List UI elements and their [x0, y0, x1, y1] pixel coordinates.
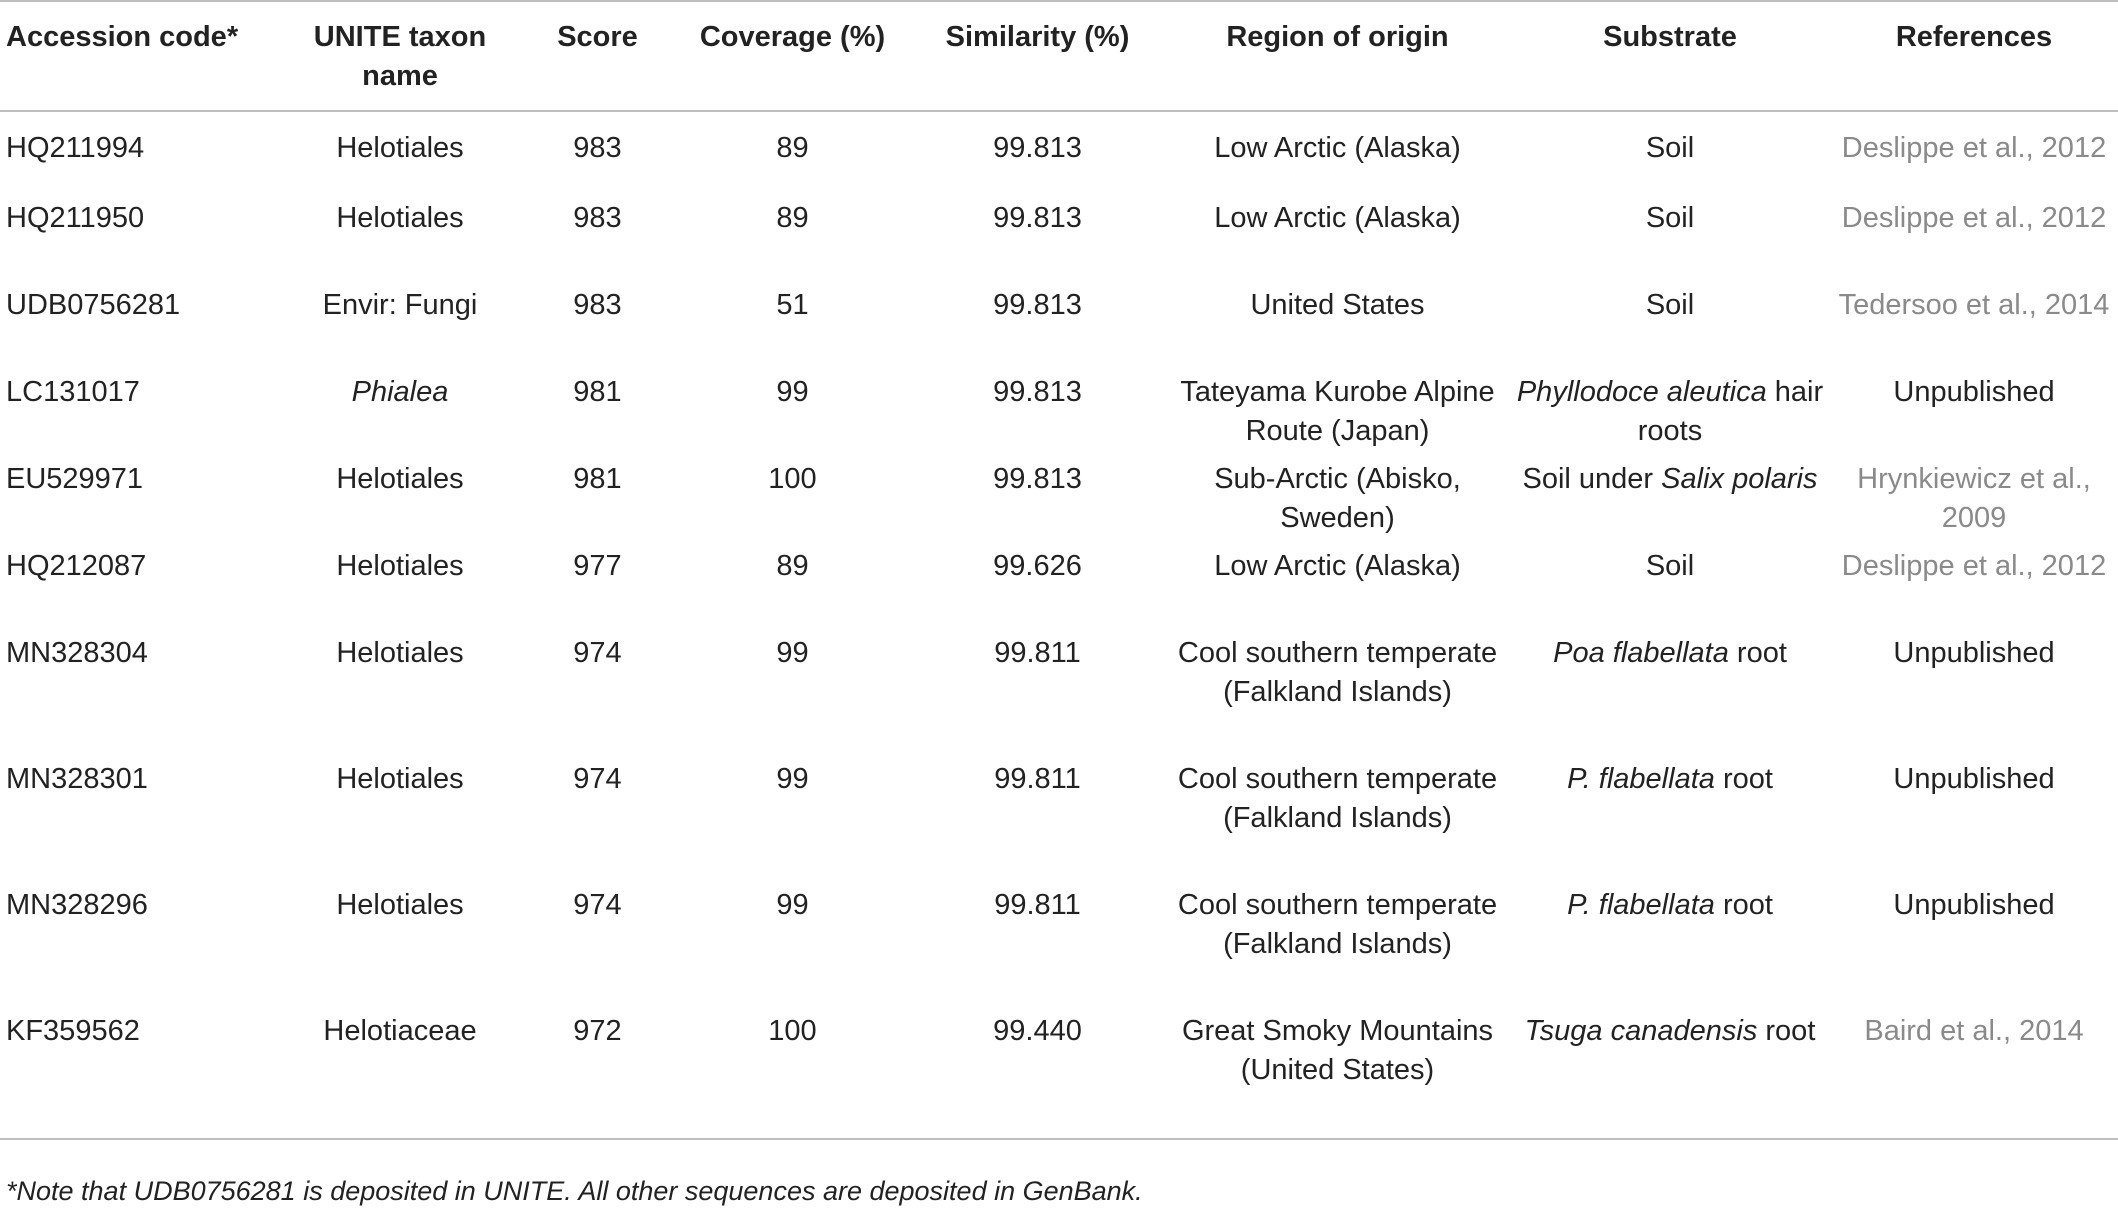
region-cell: Sub-Arctic (Abisko, Sweden)	[1214, 463, 1461, 534]
substrate-text: Soil	[1645, 132, 1695, 164]
substrate-cell	[1510, 460, 1830, 547]
coverage-cell: 99	[776, 763, 809, 795]
coverage-cell: 89	[776, 550, 809, 582]
coverage-cell: 100	[768, 1015, 817, 1047]
score-cell: 981	[573, 376, 622, 408]
substrate-cell	[1510, 199, 1830, 286]
score-cell: 983	[573, 132, 622, 164]
header-taxon: UNITE taxon name	[313, 21, 487, 92]
substrate-text: Soil	[1645, 202, 1695, 234]
substrate-species: Salix polaris	[1661, 463, 1818, 495]
accession-cell: HQ212087	[6, 550, 147, 582]
reference-link[interactable]: Baird et al., 2014	[1864, 1015, 2084, 1047]
substrate-text: root	[1757, 1015, 1816, 1047]
table-row	[0, 886, 2118, 1012]
reference-link[interactable]: Hrynkiewicz et al., 2009	[1857, 463, 2091, 534]
header-coverage: Coverage (%)	[699, 21, 886, 53]
score-cell: 974	[573, 637, 622, 669]
substrate-cell	[1510, 634, 1830, 760]
substrate-species: P. flabellata	[1567, 763, 1715, 795]
reference-cell: Unpublished	[1893, 889, 2055, 921]
table-row	[0, 286, 2118, 373]
substrate-species: P. flabellata	[1567, 889, 1715, 921]
coverage-cell: 89	[776, 132, 809, 164]
similarity-cell: 99.813	[993, 202, 1082, 234]
table-row	[0, 1012, 2118, 1139]
header-similarity: Similarity (%)	[945, 21, 1130, 53]
reference-cell: Unpublished	[1893, 763, 2055, 795]
accession-cell: UDB0756281	[6, 289, 181, 321]
reference-cell: Unpublished	[1893, 637, 2055, 669]
similarity-cell: 99.813	[993, 376, 1082, 408]
accession-cell: HQ211994	[6, 132, 145, 164]
similarity-cell: 99.811	[994, 889, 1081, 921]
taxon-cell: Helotiales	[336, 550, 464, 582]
table-row	[0, 460, 2118, 547]
substrate-text: Soil under	[1522, 463, 1662, 495]
region-cell: Low Arctic (Alaska)	[1214, 202, 1461, 234]
header-row	[0, 1, 2118, 111]
coverage-cell: 99	[776, 637, 809, 669]
coverage-cell: 99	[776, 889, 809, 921]
accession-cell: MN328301	[6, 763, 148, 795]
substrate-text: root	[1728, 637, 1787, 669]
accession-cell: MN328296	[6, 889, 148, 921]
accession-cell: EU529971	[6, 463, 144, 495]
table-row	[0, 199, 2118, 286]
region-cell: Cool southern temperate (Falkland Islands)	[1177, 889, 1498, 960]
coverage-cell: 89	[776, 202, 809, 234]
similarity-cell: 99.440	[993, 1015, 1082, 1047]
score-cell: 974	[573, 763, 622, 795]
table-row	[0, 760, 2118, 886]
reference-cell: Unpublished	[1893, 376, 2055, 408]
reference-link[interactable]: Deslippe et al., 2012	[1841, 550, 2107, 582]
coverage-cell: 100	[768, 463, 817, 495]
score-cell: 983	[573, 289, 622, 321]
score-cell: 972	[573, 1015, 622, 1047]
substrate-cell	[1510, 111, 1830, 199]
table-row	[0, 634, 2118, 760]
region-cell: Tateyama Kurobe Alpine Route (Japan)	[1180, 376, 1495, 447]
reference-link[interactable]: Deslippe et al., 2012	[1841, 202, 2107, 234]
substrate-text: hair roots	[1637, 376, 1824, 447]
substrate-species: Phyllodoce aleutica	[1516, 376, 1767, 408]
taxon-cell: Helotiales	[336, 463, 464, 495]
region-cell: Cool southern temperate (Falkland Islands)	[1177, 763, 1498, 834]
region-cell: Cool southern temperate (Falkland Islands)	[1177, 637, 1498, 708]
score-cell: 981	[573, 463, 622, 495]
score-cell: 977	[573, 550, 622, 582]
taxon-cell: Helotiales	[336, 763, 464, 795]
region-cell: Great Smoky Mountains (United States)	[1181, 1015, 1494, 1086]
substrate-cell	[1510, 886, 1830, 1012]
similarity-cell: 99.813	[993, 289, 1082, 321]
score-cell: 974	[573, 889, 622, 921]
reference-link[interactable]: Deslippe et al., 2012	[1841, 132, 2107, 164]
substrate-text: root	[1714, 763, 1773, 795]
substrate-species: Tsuga canadensis	[1524, 1015, 1758, 1047]
table-row	[0, 373, 2118, 460]
table-footnote: *Note that UDB0756281 is deposited in UNITE. All other sequences are deposited in GenBank.	[6, 1176, 1143, 1206]
substrate-cell	[1510, 547, 1830, 634]
similarity-cell: 99.813	[993, 463, 1082, 495]
similarity-cell: 99.811	[994, 637, 1081, 669]
coverage-cell: 99	[776, 376, 809, 408]
header-accession: Accession code*	[6, 21, 239, 53]
similarity-cell: 99.626	[993, 550, 1082, 582]
region-cell: United States	[1250, 289, 1425, 321]
taxon-cell: Helotiales	[336, 132, 464, 164]
substrate-cell	[1510, 1012, 1830, 1139]
substrate-text: Soil	[1645, 289, 1695, 321]
accession-cell: LC131017	[6, 376, 140, 408]
similarity-cell: 99.813	[993, 132, 1082, 164]
accession-cell: HQ211950	[6, 202, 145, 234]
reference-link[interactable]: Tedersoo et al., 2014	[1838, 289, 2110, 321]
substrate-text: root	[1714, 889, 1773, 921]
table-row	[0, 111, 2118, 199]
header-score: Score	[557, 21, 638, 53]
accession-cell: MN328304	[6, 637, 148, 669]
taxon-cell: Helotiales	[336, 202, 464, 234]
similarity-cell: 99.811	[994, 763, 1081, 795]
taxon-cell: Helotiales	[336, 637, 464, 669]
substrate-cell	[1510, 286, 1830, 373]
region-cell: Low Arctic (Alaska)	[1214, 550, 1461, 582]
taxon-cell: Phialea	[351, 376, 449, 408]
accession-cell: KF359562	[6, 1015, 140, 1047]
coverage-cell: 51	[776, 289, 809, 321]
substrate-species: Poa flabellata	[1553, 637, 1729, 669]
score-cell: 983	[573, 202, 622, 234]
header-references: References	[1895, 21, 2053, 53]
table-row	[0, 547, 2118, 634]
substrate-text: Soil	[1645, 550, 1695, 582]
taxon-cell: Helotiaceae	[323, 1015, 477, 1047]
substrate-cell	[1510, 760, 1830, 886]
header-region: Region of origin	[1226, 21, 1449, 53]
header-substrate: Substrate	[1603, 21, 1737, 53]
taxon-cell: Helotiales	[336, 889, 464, 921]
substrate-cell	[1510, 373, 1830, 460]
taxon-cell: Envir: Fungi	[322, 289, 478, 321]
region-cell: Low Arctic (Alaska)	[1214, 132, 1461, 164]
